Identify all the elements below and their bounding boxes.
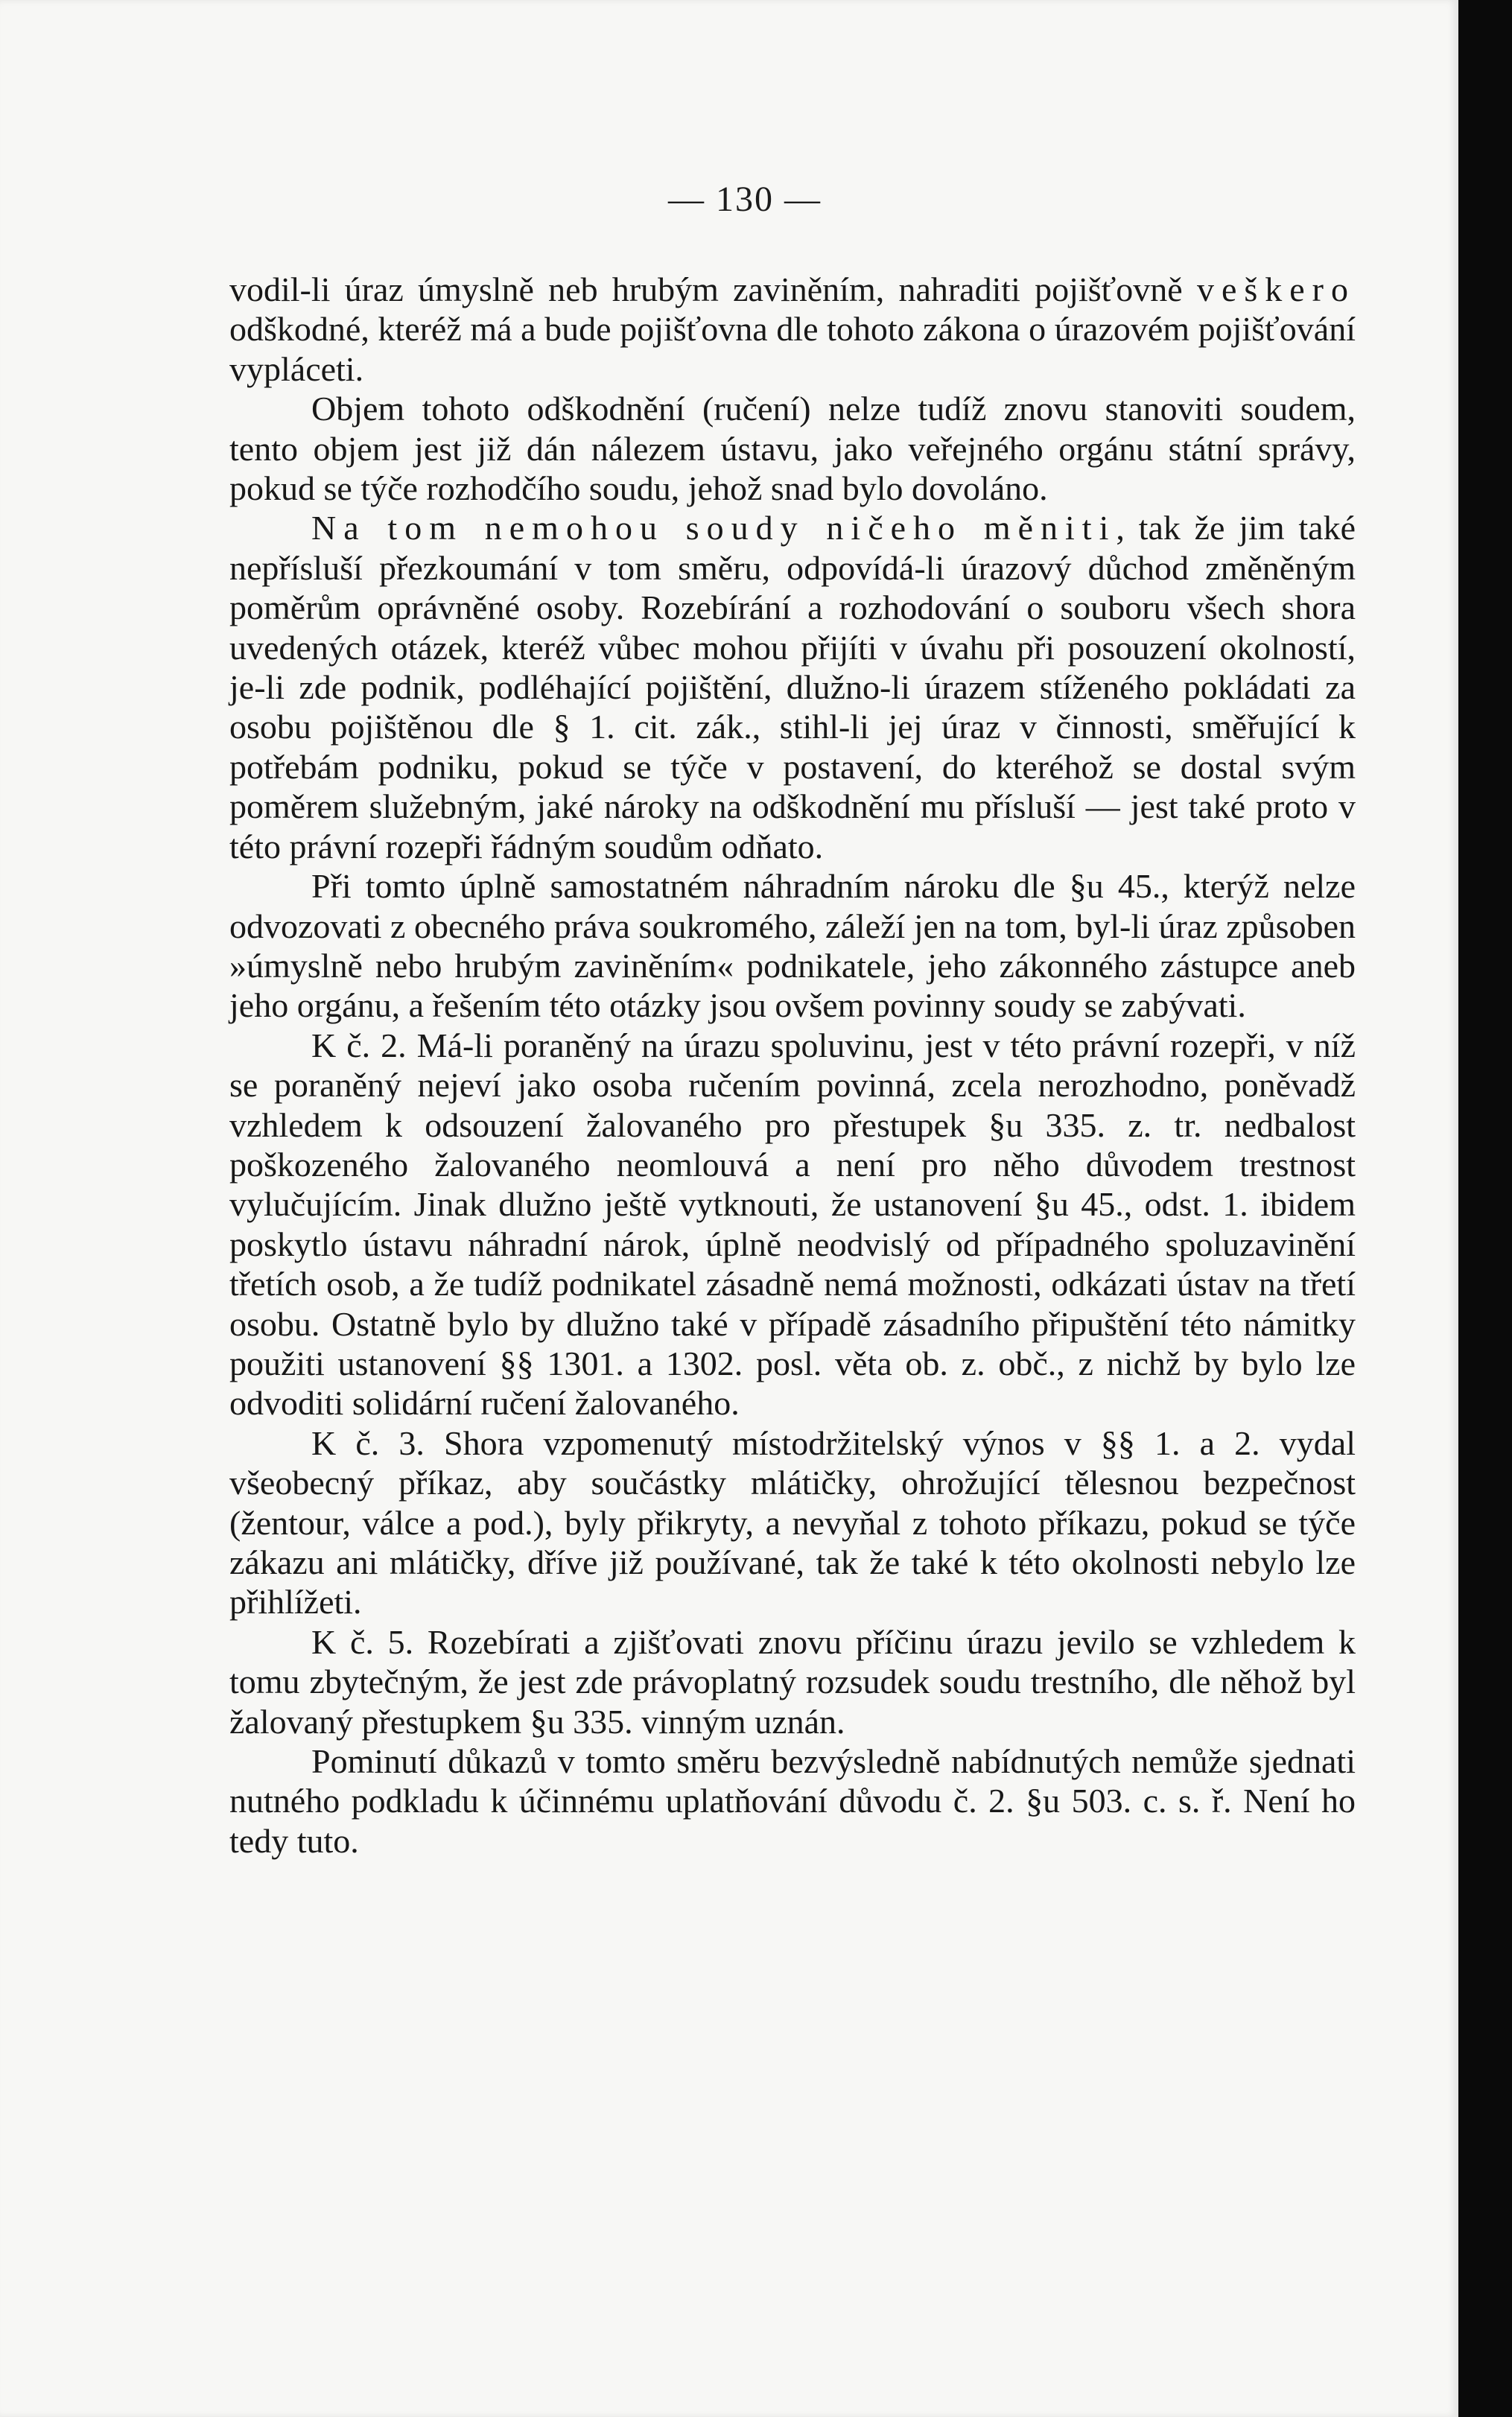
paragraph-7: K č. 5. Rozebírati a zjišťovati znovu příčinu úrazu jevilo se vzhledem k tomu zbytečným, že jest zde právoplatný rozsudek soudu trestního, dle něhož byl žalovaný přestupkem §u 335. vinným uznán.: [229, 1622, 1356, 1741]
paragraph-1-end: odškodné, kteréž má a bude pojišťovna dle tohoto zákona o úrazovém pojišťování vypláceti.: [229, 310, 1356, 388]
paragraph-3-emphasis: Na tom nemohou soudy ničeho měniti: [311, 509, 1116, 547]
paragraph-1-start: vodil-li úraz úmyslně neb hrubým zaviněním, nahraditi pojišťovně: [229, 270, 1197, 308]
paragraph-5: K č. 2. Má-li poraněný na úrazu spoluvinu, jest v této právní rozepři, v níž se poraněný nejeví jako osoba ručením povinná, zcela nerozhodno, poněvadž vzhledem k odsouzení žalovaného pro přestupek §u 335. z. tr. nedbalost poškozeného žalovaného neomlouvá a není pro něho důvodem trestnost vylučujícím. Jinak dlužno ještě vytknouti, že ustanovení §u 45., odst. 1. ibidem poskytlo ústavu náhradní nárok, úplně neodvislý od případného spoluzavinění třetích osob, a že tudíž podnikatel zásadně nemá možnosti, odkázati ústav na třetí osobu. Ostatně bylo by dlužno také v případě zásadního připuštění této námitky použiti ustanovení §§ 1301. a 1302. posl. věta ob. z. obč., z nichž by bylo lze odvoditi solidární ručení žalovaného.: [229, 1026, 1356, 1423]
body-text: [229, 270, 1356, 1861]
paragraph-4: Při tomto úplně samostatném náhradním nároku dle §u 45., kterýž nelze odvozovati z obecného práva soukromého, záleží jen na tom, byl-li úraz způsoben »úmyslně nebo hrubým zaviněním« podnikatele, jeho zákonného zástupce aneb jeho orgánu, a řešením této otázky jsou ovšem povinny soudy se zabývati.: [229, 867, 1356, 1025]
paragraph-6: K č. 3. Shora vzpomenutý místodržitelský výnos v §§ 1. a 2. vydal všeobecný příkaz, aby součástky mlátičky, ohrožující tělesnou bezpečnost (žentour, válce a pod.), byly přikryty, a nevyňal z tohoto příkazu, pokud se týče zákazu ani mlátičky, dříve již používané, tak že také k této okolnosti nebylo lze přihlížeti.: [229, 1423, 1356, 1622]
paragraph-2: Objem tohoto odškodnění (ručení) nelze tudíž znovu stanoviti soudem, tento objem jest již dán nálezem ústavu, jako veřejného orgánu státní správy, pokud se týče rozhodčího soudu, jehož snad bylo dovoláno.: [229, 390, 1356, 508]
paragraph-1: [229, 270, 1356, 389]
paragraph-3: [229, 508, 1356, 866]
paragraph-3-body: , tak že jim také nepřísluší přezkoumání v tom směru, odpovídá-li úrazový důchod změněným poměrům oprávněné osoby. Rozebírání a rozhodování o souboru všech shora uvedených otázek, kteréž vůbec mohou přijíti v úvahu při posouzení okolností, je-li zde podnik, podléhající pojištění, dlužno-li úrazem stíženého pokládati za osobu pojištěnou dle § 1. cit. zák., stihl-li jej úraz v činnosti, směřující k potřebám podniku, pokud se týče v postavení, do kteréhož se dostal svým poměrem služebným, jaké nároky na odškodnění mu přísluší — jest také proto v této právní rozepři řádným soudům odňato.: [229, 509, 1356, 866]
paragraph-8: Pominutí důkazů v tomto směru bezvýsledně nabídnutých nemůže sjednati nutného podkladu k účinnému uplatňování důvodu č. 2. §u 503. c. s. ř. Není ho tedy tuto.: [229, 1742, 1356, 1860]
page-number: — 130 —: [668, 180, 822, 219]
paragraph-1-emphasis: veškero: [1196, 270, 1356, 308]
